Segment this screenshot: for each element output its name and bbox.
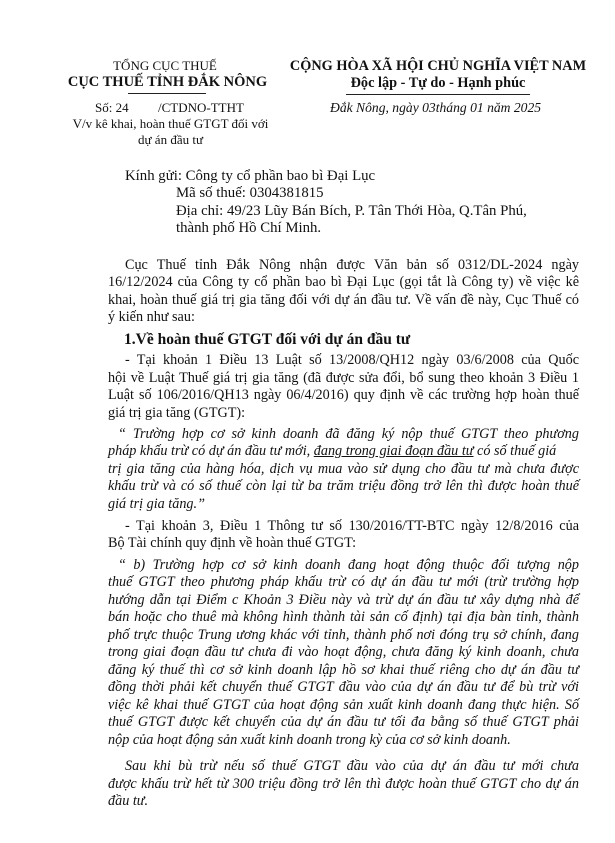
doc-number-label: Số: 24 — [95, 100, 129, 115]
q1-line-4: khấu trừ và có số thuế còn lại từ ba trăm triệu đồng trở lên thì được hoàn thuế — [108, 478, 579, 494]
q2-line-7: đăng ký thuế thì cơ sở kinh doanh lập hồ sơ khai thuế riêng cho dự án đầu tư — [108, 662, 579, 678]
q1-underlined-phrase: đang trong giai đoạn đầu tư — [313, 443, 474, 459]
q2-line-8: đồng thời phải kết chuyển thuế GTGT đầu vào của dự án đầu tư để bù trừ với — [108, 679, 579, 695]
p2-line-1: - Tại khoản 3, Điều 1 Thông tư số 130/2016/TT-BTC ngày 12/8/2016 của — [125, 518, 579, 534]
q2-line-2: thuế GTGT theo phương pháp khấu trừ có dự án đầu tư mới (trừ trường hợp — [108, 574, 579, 590]
agency-name: CỤC THUẾ TỈNH ĐẮK NÔNG — [67, 74, 268, 90]
section-1-heading: 1.Về hoàn thuế GTGT đối với dự án đầu tư — [124, 331, 411, 348]
intro-line-2: 16/12/2024 của Công ty cổ phần bao bì Đại Lục (gọi tắt là Công ty) về việc kê — [108, 274, 579, 290]
q1-line-2: pháp khấu trừ có dự án đầu tư mới, đang trong giai đoạn đầu tư có số thuế giá — [108, 443, 557, 459]
q1-line-5: giá trị gia tăng.” — [108, 496, 205, 512]
q2-line-4: bán hoặc cho thuê mà không hình thành tài sản cố định) tại địa bàn tỉnh, thành — [108, 609, 579, 625]
recipient-address-2: thành phố Hồ Chí Minh. — [176, 220, 322, 236]
intro-line-4: ý kiến như sau: — [108, 309, 195, 325]
q1-line-3: trị gia tăng của hàng hóa, dịch vụ mua vào sử dụng cho đầu tư mà chưa được — [108, 461, 579, 477]
recipient-to: Kính gửi: Công ty cổ phần bao bì Đại Lục — [125, 168, 376, 184]
place-date: Đắk Nông, ngày 03tháng 01 năm 2025 — [330, 100, 542, 115]
agency-parent: TỔNG CỤC THUẾ — [113, 58, 217, 73]
national-motto: Độc lập - Tự do - Hạnh phúc — [350, 75, 526, 91]
q2-line-6: trong giai đoạn đầu tư chưa đi vào hoạt động, chưa đăng ký kinh doanh, chưa — [108, 644, 579, 660]
p1-line-3: Luật số 106/2016/QH13 ngày 06/4/2016) quy định về các trường hợp hoàn thuế — [108, 387, 579, 403]
q2-line-10: thuế GTGT được kết chuyển của dự án đầu tư tối đa bằng số thuế GTGT phải — [108, 714, 579, 730]
country-name: CỘNG HÒA XÃ HỘI CHỦ NGHĨA VIỆT NAM — [289, 58, 587, 74]
agency-underline — [128, 93, 206, 94]
p2-line-2: Bộ Tài chính quy định về hoàn thuế GTGT: — [108, 535, 357, 551]
p1-line-4: giá trị gia tăng (GTGT): — [108, 405, 246, 421]
q1-line-1: “ Trường hợp cơ sở kinh doanh đã đăng ký nộp thuế GTGT theo phương — [118, 426, 579, 442]
motto-underline — [346, 94, 530, 95]
q2-line-1: “ b) Trường hợp cơ sở kinh doanh đang hoạt động thuộc đối tượng nộp — [118, 557, 579, 573]
doc-number-code: /CTDNO-TTHT — [158, 100, 244, 115]
intro-line-1: Cục Thuế tỉnh Đắk Nông nhận được Văn bản số 0312/DL-2024 ngày — [125, 257, 579, 273]
intro-line-3: khai, hoàn thuế giá trị gia tăng đối với dự án đầu tư. Về vấn đề này, Cục Thuế có — [108, 292, 579, 308]
p1-line-2: hội về Luật Thuế giá trị gia tăng (đã được sửa đổi, bổ sung theo khoản 3 Điều 1 — [108, 370, 579, 386]
recipient-tax-code: Mã số thuế: 0304381815 — [176, 185, 324, 201]
subject-line-1: V/v kê khai, hoàn thuế GTGT đối với — [72, 116, 269, 131]
q2-line-11: nộp của hoạt động sản xuất kinh doanh trong kỳ của cơ sở kinh doanh. — [108, 732, 511, 748]
q2-line-9: việc kê khai thuế GTGT của hoạt động sản xuất kinh doanh đang thực hiện. Số — [108, 697, 579, 713]
subject-line-2: dự án đầu tư — [138, 132, 203, 147]
q3-line-3: đầu tư. — [108, 793, 149, 809]
q3-line-2: được khấu trừ hết từ 300 triệu đồng trở lên thì được hoàn thuế GTGT cho dự án — [108, 776, 579, 792]
p1-line-1: - Tại khoản 1 Điều 13 Luật số 13/2008/QH12 ngày 03/6/2008 của Quốc — [125, 352, 579, 368]
q3-line-1: Sau khi bù trừ nếu số thuế GTGT đầu vào của dự án đầu tư mới chưa — [125, 758, 579, 774]
recipient-address-1: Địa chỉ: 49/23 Lũy Bán Bích, P. Tân Thới Hòa, Q.Tân Phú, — [176, 203, 527, 219]
q2-line-3: hướng dẫn tại Điểm c Khoản 3 Điều này và trừ dự án đầu tư xây dựng nhà để — [108, 592, 579, 608]
q2-line-5: phố trực thuộc Trung ương khác với tỉnh, thành phố nơi đóng trụ sở chính, đang — [108, 627, 579, 643]
